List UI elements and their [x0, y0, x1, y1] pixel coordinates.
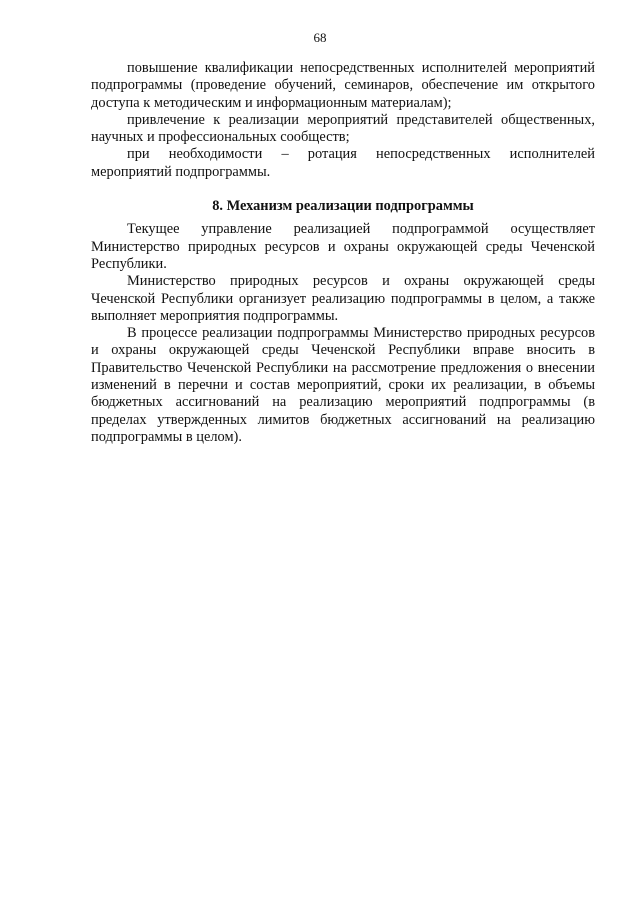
paragraph-rotation: при необходимости – ротация непосредственных исполнителей мероприятий подпрограммы. [91, 146, 595, 180]
section-heading: 8. Механизм реализации подпрограммы [212, 198, 474, 215]
paragraph-qualification: повышение квалификации непосредственных исполнителей мероприятий подпрограммы (проведение обучений, семинаров, обеспечение им открытого доступа к методическим и информационным материалам); [91, 60, 595, 111]
paragraph-ministry-organizes: Министерство природных ресурсов и охраны окружающей среды Чеченской Республики организует реализацию подпрограммы в целом, а также выполняет мероприятия подпрограммы. [91, 273, 595, 324]
paragraph-current-management: Текущее управление реализацией подпрограммой осуществляет Министерство природных ресурсов и охраны окружающей среды Чеченской Республики. [91, 221, 595, 272]
page-number: 68 [313, 30, 327, 45]
paragraph-community-involvement: привлечение к реализации мероприятий представителей общественных, научных и профессиональных сообществ; [91, 111, 595, 146]
page-content [91, 60, 595, 446]
paragraph-amendment-proposals: В процессе реализации подпрограммы Министерство природных ресурсов и охраны окружающей среды Чеченской Республики вправе вносить в Правительство Чеченской Республики на рассмотрение предложения о внесении изменений в перечни и состав мероприятий, сроки их реализации, в объемы бюджетных ассигнований на реализацию мероприятий подпрограммы (в пределах утвержденных лимитов бюджетных ассигнований на реализацию подпрограммы в целом). [91, 325, 595, 445]
